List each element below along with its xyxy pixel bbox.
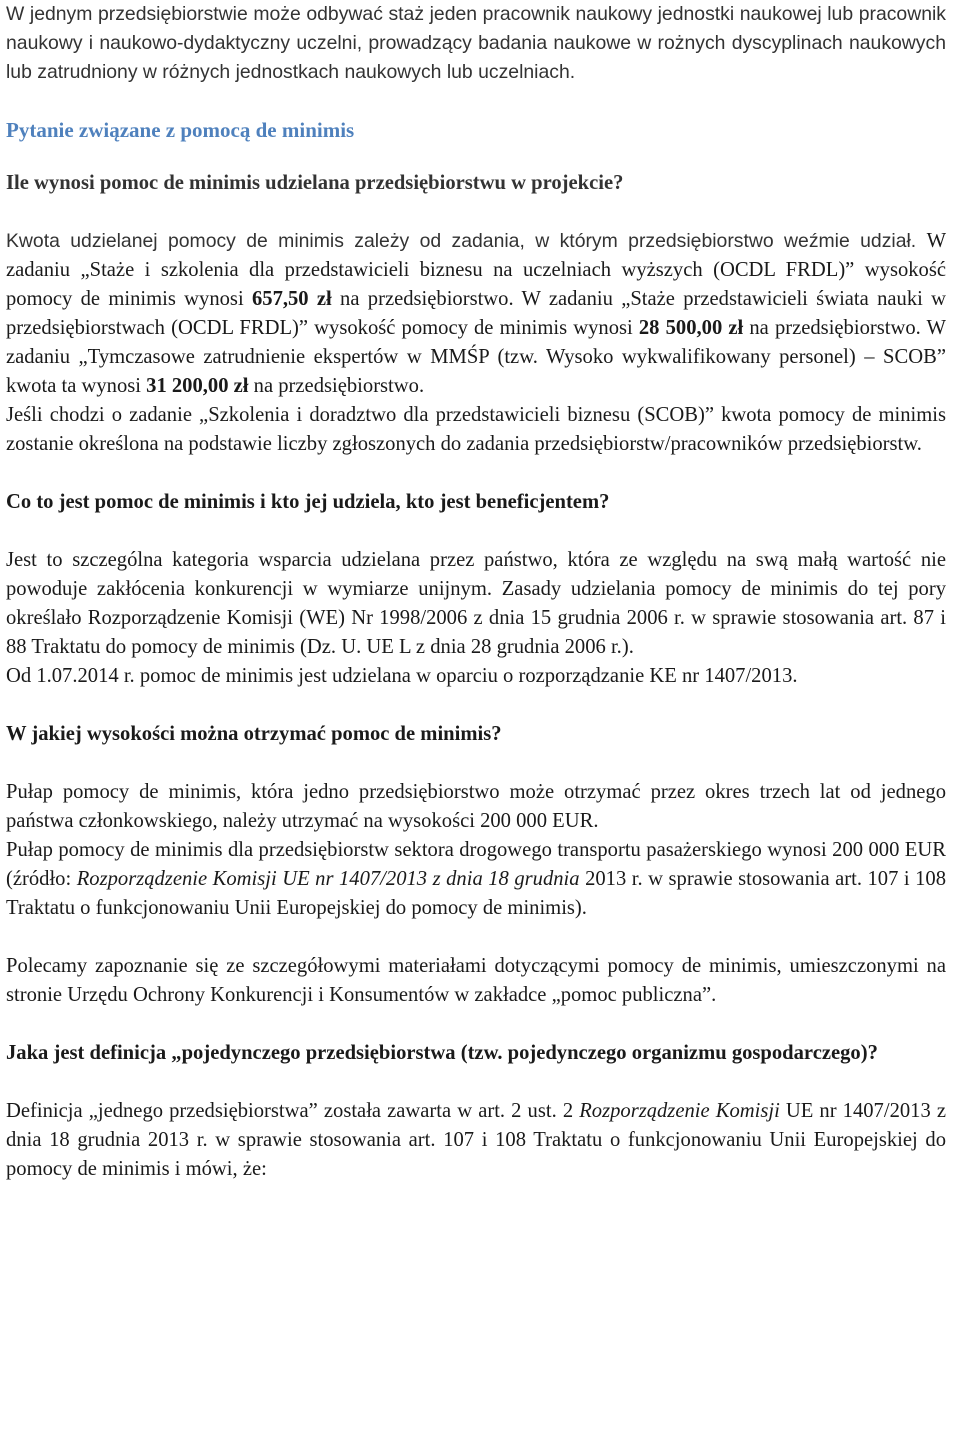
regulation-citation: Rozporządzenie Komisji (579, 1100, 780, 1122)
amount-3: 31 200,00 zł (146, 375, 249, 397)
intro-paragraph: W jednym przedsiębiorstwie może odbywać staż jeden pracownik naukowy jednostki naukowej lub pracownik naukowy i naukowo-dydaktyczny uczelni, prowadzący badania naukowe w rożnych dyscyplinach naukowych lub zatrudniony w różnych jednostkach naukowych lub uczelniach. (6, 3, 946, 83)
answer-2-paragraph: Jest to szczególna kategoria wsparcia udzielana przez państwo, która ze względu na swą małą wartość nie powoduje zakłócenia konkurencji w wymiarze unijnym. Zasady udzielania pomocy de minimis do tej pory określało Rozporządzenie Komisji (WE) Nr 1998/2006 z dnia 15 grudnia 2006 r. w sprawie stosowania art. 87 i 88 Traktatu do pomocy de minimis (Dz. U. UE L z dnia 28 grudnia 2006 r.). (6, 549, 946, 658)
spacer (6, 198, 946, 227)
spacer (6, 1068, 946, 1097)
answer-4-text: Definicja „jednego przedsiębiorstwa” została zawarta w art. 2 ust. 2 (6, 1100, 580, 1122)
amount-2: 28 500,00 zł (638, 317, 744, 339)
spacer (6, 87, 946, 116)
regulation-citation: Rozporządzenie Komisji UE nr 1407/2013 z dnia 18 grudnia (76, 868, 580, 890)
question-4-heading: Jaka jest definicja „pojedynczego przedsiębiorstwa (tzw. pojedynczego organizmu gospodarczego)? (6, 1042, 878, 1064)
question-3-heading: W jakiej wysokości można otrzymać pomoc de minimis? (6, 723, 502, 745)
spacer (6, 145, 946, 169)
answer-1-text: na przedsiębiorstwo. W zadaniu „Staże przedstawicieli świata nauki w przedsiębiorstwach (OCDL FRDL)” wysokość pomocy de minimis wynosi (6, 288, 946, 339)
spacer (6, 1010, 946, 1039)
spacer (6, 749, 946, 778)
uokik-recommendation-paragraph: Polecamy zapoznanie się ze szczegółowymi materiałami dotyczącymi pomocy de minimis, umieszczonymi na stronie Urzędu Ochrony Konkurencji i Konsumentów w zakładce „pomoc publiczna”. (6, 955, 946, 1006)
answer-3-transport-paragraph (6, 836, 946, 923)
spacer (6, 517, 946, 546)
section-heading: Pytanie związane z pomocą de minimis (6, 118, 355, 142)
spacer (6, 459, 946, 488)
question-2-heading: Co to jest pomoc de minimis i kto jej udziela, kto jest beneficjentem? (6, 491, 610, 513)
answer-4-paragraph (6, 1097, 946, 1184)
question-1-heading: Ile wynosi pomoc de minimis udzielana przedsiębiorstwu w projekcie? (6, 172, 624, 194)
spacer (6, 691, 946, 720)
answer-1-scob-paragraph: Jeśli chodzi o zadanie „Szkolenia i doradztwo dla przedstawicieli biznesu (SCOB)” kwota pomocy de minimis zostanie określona na podstawie liczby zgłoszonych do zadania przedsiębiorstw/pracowników przedsiębiorstw. (6, 404, 946, 455)
spacer (6, 923, 946, 952)
answer-1-lead: Kwota udzielanej pomocy de minimis zależy od zadania, w którym przedsiębiorstwo weźmie udział. (6, 230, 927, 252)
answer-3-text: 2013 r. w sprawie stosowania art. 107 i 108 Traktatu o funkcjonowaniu Unii Europejskiej do pomocy de minimis). (6, 868, 947, 919)
answer-1-text: na przedsiębiorstwo. (248, 375, 425, 397)
answer-1-text: W zadaniu „Staże i szkolenia dla przedstawicieli biznesu na uczelniach wyższych (OCDL FRDL)” wysokość pomocy de minimis wynosi (6, 230, 946, 310)
amount-1: 657,50 zł (251, 288, 332, 310)
answer-2-paragraph-2: Od 1.07.2014 r. pomoc de minimis jest udzielana w oparciu o rozporządzanie KE nr 1407/2013. (6, 665, 798, 687)
answer-1-paragraph (6, 227, 946, 401)
answer-1-text: na przedsiębiorstwo. W zadaniu „Tymczasowe zatrudnienie ekspertów w MMŚP (tzw. Wysoko wykwalifikowany personel) – SCOB” kwota ta wynosi (6, 317, 946, 397)
answer-3-text: Pułap pomocy de minimis dla przedsiębiorstw sektora drogowego transportu pasażerskiego wynosi 200 000 EUR (źródło: (6, 839, 946, 890)
answer-3-paragraph: Pułap pomocy de minimis, która jedno przedsiębiorstwo może otrzymać przez okres trzech lat od jednego państwa członkowskiego, należy utrzymać na wysokości 200 000 EUR. (6, 781, 946, 832)
answer-4-text: UE nr 1407/2013 z dnia 18 grudnia 2013 r. w sprawie stosowania art. 107 i 108 Traktatu o funkcjonowaniu Unii Europejskiej do pomocy de minimis i mówi, że: (6, 1100, 946, 1180)
